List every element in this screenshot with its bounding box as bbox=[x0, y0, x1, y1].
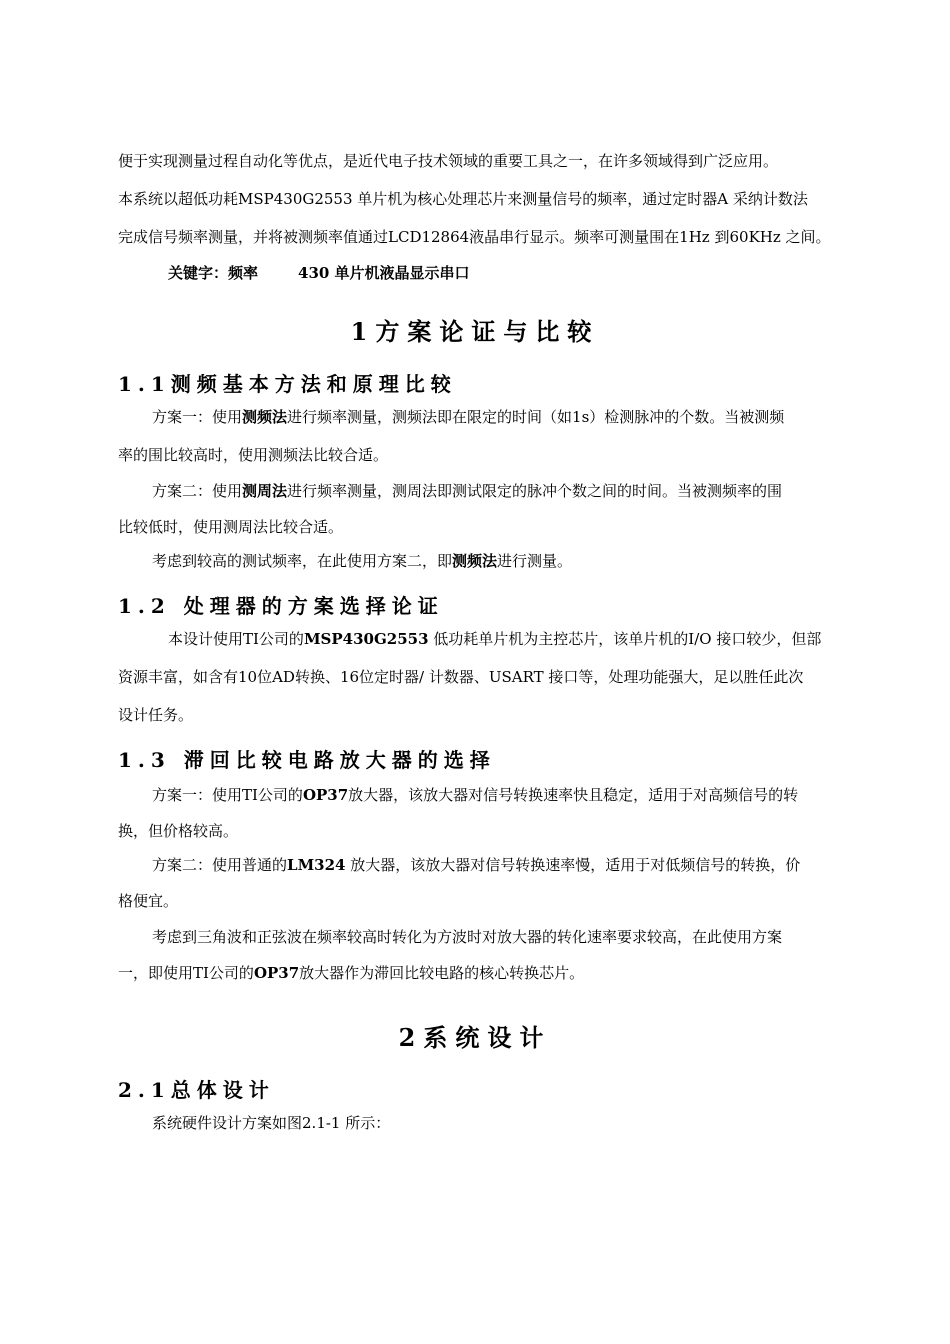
abstract-line-1: 便于实现测量过程自动化等优点，是近代电子技术领域的重要工具之一，在许多领域得到广泛应用。 bbox=[118, 152, 779, 170]
s1-3-para-3-line-1: 考虑到三角波和正弦波在频率较高时转化为方波时对放大器的转化速率要求较高，在此使用方案 bbox=[152, 928, 783, 946]
abstract-line-3: 完成信号频率测量，并将被测频率值通过LCD12864液晶串行显示。频率可测量围在1Hz 到60KHz 之间。 bbox=[118, 228, 831, 246]
text-run: 方案一：使用TI公司的 bbox=[152, 786, 303, 804]
text-run-bold: 测频法 bbox=[452, 552, 498, 570]
text-run: 本设计使用TI公司的 bbox=[168, 630, 304, 648]
text-run: 进行频率测量，测周法即测试限定的脉冲个数之间的时间。当被测频率的围 bbox=[287, 482, 783, 500]
s1-3-para-1-line-1 bbox=[152, 784, 858, 806]
text-run-bold: 测周法 bbox=[242, 482, 288, 500]
text-run: 方案二：使用普通的 bbox=[152, 856, 288, 874]
text-run-bold: MSP430G2553 bbox=[303, 630, 429, 648]
s1-1-para-2-line-1 bbox=[152, 480, 858, 502]
text-run-bold: LM324 bbox=[287, 856, 346, 874]
s1-1-para-3 bbox=[152, 550, 858, 572]
s1-3-para-3-line-2 bbox=[118, 962, 858, 984]
section-2-title: 2系统设计 bbox=[398, 1023, 552, 1052]
s1-2-para-1-line-3: 设计任务。 bbox=[118, 706, 194, 724]
s1-2-para-1-line-1 bbox=[168, 628, 858, 650]
keywords-label: 关键字：频率 bbox=[168, 264, 259, 282]
s1-3-para-1-line-2: 换，但价格较高。 bbox=[118, 822, 239, 840]
text-run: 放大器，该放大器对信号转换速率慢，适用于对低频信号的转换，价 bbox=[345, 856, 801, 874]
s1-3-para-2-line-1 bbox=[152, 854, 858, 876]
section-2-1-heading: 2.1总体设计 bbox=[118, 1078, 275, 1102]
keywords-rest: 430 单片机液晶显示串口 bbox=[298, 264, 470, 282]
text-run: 一，即使用TI公司的 bbox=[118, 964, 254, 982]
section-1-3-heading: 1.3 滞回比较电路放大器的选择 bbox=[118, 748, 496, 772]
section-1-2-heading: 1.2 处理器的方案选择论证 bbox=[118, 594, 444, 618]
s1-1-para-1-line-2: 率的围比较高时，使用测频法比较合适。 bbox=[118, 446, 389, 464]
section-1-1-heading: 1.1测频基本方法和原理比较 bbox=[118, 372, 457, 396]
s1-1-para-1-line-1 bbox=[152, 406, 858, 428]
section-1-title: 1方案论证与比较 bbox=[350, 317, 600, 346]
keywords bbox=[168, 262, 908, 284]
text-run: 方案一：使用 bbox=[152, 408, 243, 426]
s1-1-para-2-line-2: 比较低时，使用测周法比较合适。 bbox=[118, 518, 344, 536]
text-run-bold: 测频法 bbox=[242, 408, 288, 426]
text-run: 进行测量。 bbox=[497, 552, 573, 570]
text-run: 考虑到较高的测试频率，在此使用方案二，即 bbox=[152, 552, 453, 570]
s2-1-para-1: 系统硬件设计方案如图2.1-1 所示： bbox=[152, 1114, 391, 1132]
text-run: 低功耗单片机为主控芯片，该单片机的I/O 接口较少，但部 bbox=[428, 630, 822, 648]
abstract-line-2: 本系统以超低功耗MSP430G2553 单片机为核心处理芯片来测量信号的频率，通过定时器A 采纳计数法 bbox=[118, 190, 808, 208]
text-run-bold: OP37 bbox=[302, 786, 349, 804]
s1-3-para-2-line-2: 格便宜。 bbox=[118, 892, 179, 910]
text-run: 放大器，该放大器对信号转换速率快且稳定，适用于对高频信号的转 bbox=[348, 786, 799, 804]
text-run-bold: OP37 bbox=[253, 964, 300, 982]
text-run: 放大器作为滞回比较电路的核心转换芯片。 bbox=[299, 964, 585, 982]
s1-2-para-1-line-2: 资源丰富，如含有10位AD转换、16位定时器/ 计数器、USART 接口等，处理功能强大，足以胜任此次 bbox=[118, 668, 804, 686]
text-run: 进行频率测量，测频法即在限定的时间（如1s）检测脉冲的个数。当被测频 bbox=[287, 408, 785, 426]
text-run: 方案二：使用 bbox=[152, 482, 243, 500]
